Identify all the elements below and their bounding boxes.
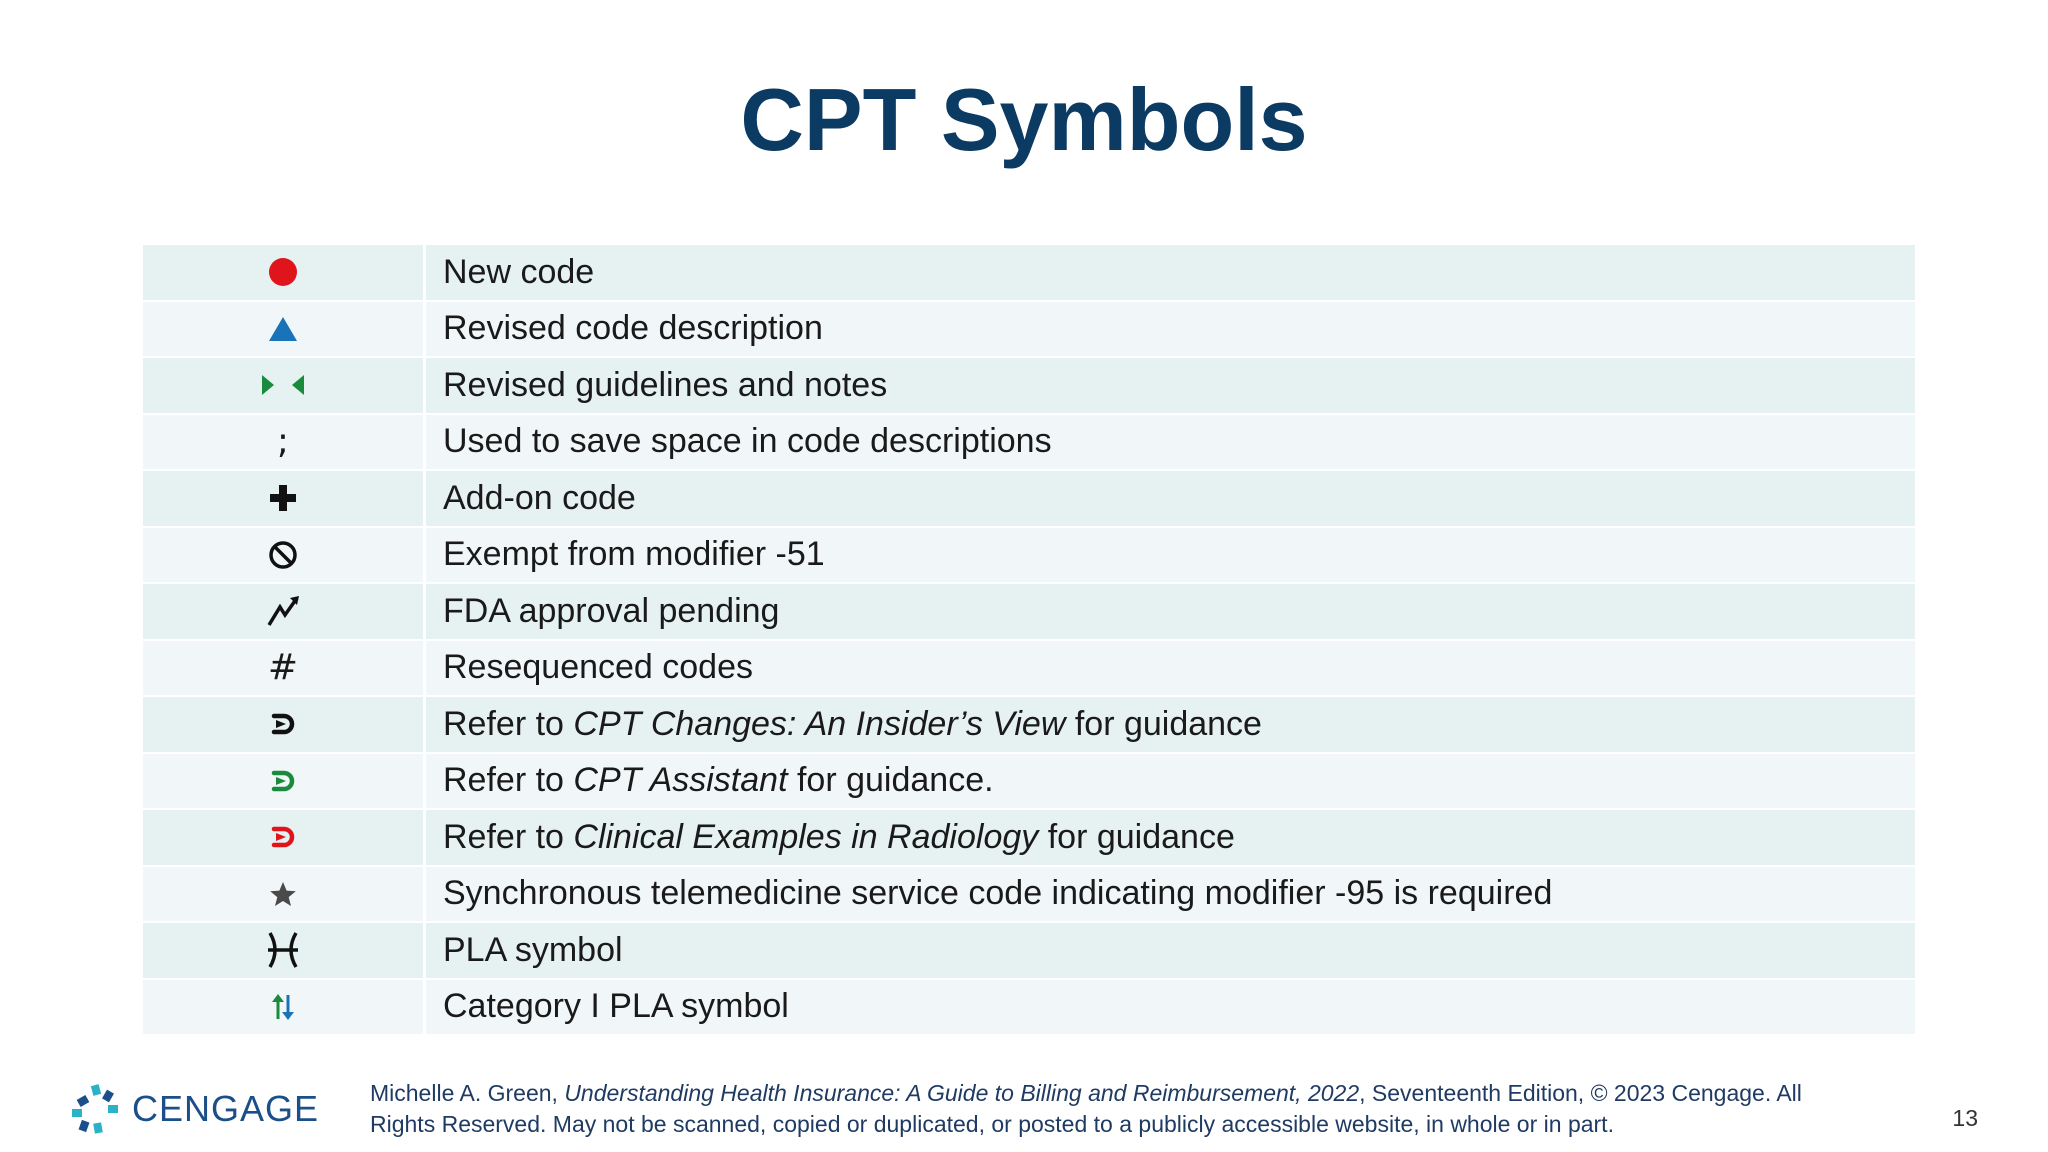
table-row xyxy=(143,754,1915,811)
page-number: 13 xyxy=(1952,1105,1978,1131)
description-cell xyxy=(426,697,1915,754)
no-symbol-icon xyxy=(268,546,298,563)
plus-icon xyxy=(269,489,297,506)
symbol-cell xyxy=(143,528,426,585)
description-cell xyxy=(426,754,1915,811)
description-text: for guidance xyxy=(1038,817,1235,856)
symbol-cell xyxy=(143,245,426,302)
symbol-table xyxy=(143,245,1915,1036)
symbol-cell xyxy=(143,980,426,1037)
symbol-cell xyxy=(143,584,426,641)
description-cell xyxy=(426,980,1915,1037)
table-row xyxy=(143,923,1915,980)
symbol-cell xyxy=(143,810,426,867)
description-italic-text: CPT Changes: An Insider’s View xyxy=(573,704,1066,743)
footer-book-title: Understanding Health Insurance: A Guide to Billing and Reimbursement, 2022 xyxy=(564,1080,1360,1106)
description-cell xyxy=(426,923,1915,980)
description-text: Resequenced codes xyxy=(443,648,754,687)
description-cell xyxy=(426,641,1915,698)
hash-icon: # xyxy=(267,647,299,689)
description-cell xyxy=(426,584,1915,641)
description-italic-text: Clinical Examples in Radiology xyxy=(573,817,1039,856)
lightning-bolt-icon xyxy=(266,602,300,619)
description-text: Revised code description xyxy=(443,309,823,348)
table-row xyxy=(143,245,1915,302)
symbol-cell xyxy=(143,867,426,924)
description-italic-text: CPT Assistant xyxy=(573,761,788,800)
description-text: Refer to xyxy=(443,704,574,743)
symbol-cell xyxy=(143,641,426,698)
description-cell xyxy=(426,810,1915,867)
footer-citation xyxy=(370,1078,1870,1140)
table-row xyxy=(143,415,1915,472)
description-text: FDA approval pending xyxy=(443,591,780,630)
black-reference-arrow-icon xyxy=(268,715,298,732)
description-text: Revised guidelines and notes xyxy=(443,365,888,404)
description-cell xyxy=(426,415,1915,472)
blue-triangle-icon xyxy=(268,320,298,337)
description-text: Used to save space in code descriptions xyxy=(443,422,1052,461)
category-pla-arrows-icon xyxy=(270,998,296,1015)
table-row xyxy=(143,697,1915,754)
table-row xyxy=(143,584,1915,641)
table-row xyxy=(143,810,1915,867)
red-filled-circle-icon xyxy=(268,263,298,280)
table-row xyxy=(143,302,1915,359)
red-reference-arrow-icon xyxy=(268,828,298,845)
slide-title: CPT Symbols xyxy=(740,70,1308,169)
footer-author: Michelle A. Green, xyxy=(370,1080,565,1106)
description-text: PLA symbol xyxy=(443,930,623,969)
logo-text: CENGAGE xyxy=(132,1088,320,1129)
symbol-cell xyxy=(143,923,426,980)
description-text: Add-on code xyxy=(443,478,636,517)
description-text: Refer to xyxy=(443,817,574,856)
description-text: Synchronous telemedicine service code indicating modifier -95 is required xyxy=(443,874,1553,913)
cengage-mark-icon xyxy=(70,1083,122,1135)
green-reference-arrow-icon xyxy=(268,772,298,789)
star-icon xyxy=(269,885,297,902)
symbol-cell xyxy=(143,697,426,754)
pla-symbol-icon xyxy=(266,941,300,958)
description-text: Refer to xyxy=(443,761,574,800)
description-text: for guidance. xyxy=(787,761,994,800)
description-cell xyxy=(426,358,1915,415)
green-facing-triangles-icon xyxy=(260,376,306,393)
symbol-cell xyxy=(143,415,426,472)
table-row xyxy=(143,641,1915,698)
table-row xyxy=(143,528,1915,585)
symbol-cell xyxy=(143,358,426,415)
description-text: for guidance xyxy=(1065,704,1262,743)
description-cell xyxy=(426,245,1915,302)
symbol-cell xyxy=(143,754,426,811)
table-row xyxy=(143,980,1915,1037)
table-row xyxy=(143,358,1915,415)
description-text: New code xyxy=(443,252,595,291)
symbol-cell xyxy=(143,471,426,528)
table-row xyxy=(143,471,1915,528)
table-row xyxy=(143,867,1915,924)
description-text: Exempt from modifier -51 xyxy=(443,535,825,574)
description-text: Category I PLA symbol xyxy=(443,987,789,1026)
symbol-cell xyxy=(143,302,426,359)
description-cell xyxy=(426,867,1915,924)
cengage-logo xyxy=(70,1083,319,1135)
footer-rights: , Seventeenth Edition, © 2023 Cengage. All Rights Reserved. May not be scanned, copied or duplicated, or posted to a publicly accessible website, in whole or in part. xyxy=(370,1080,1802,1138)
semicolon-icon: ; xyxy=(276,421,290,463)
description-cell xyxy=(426,302,1915,359)
description-cell xyxy=(426,471,1915,528)
description-cell xyxy=(426,528,1915,585)
